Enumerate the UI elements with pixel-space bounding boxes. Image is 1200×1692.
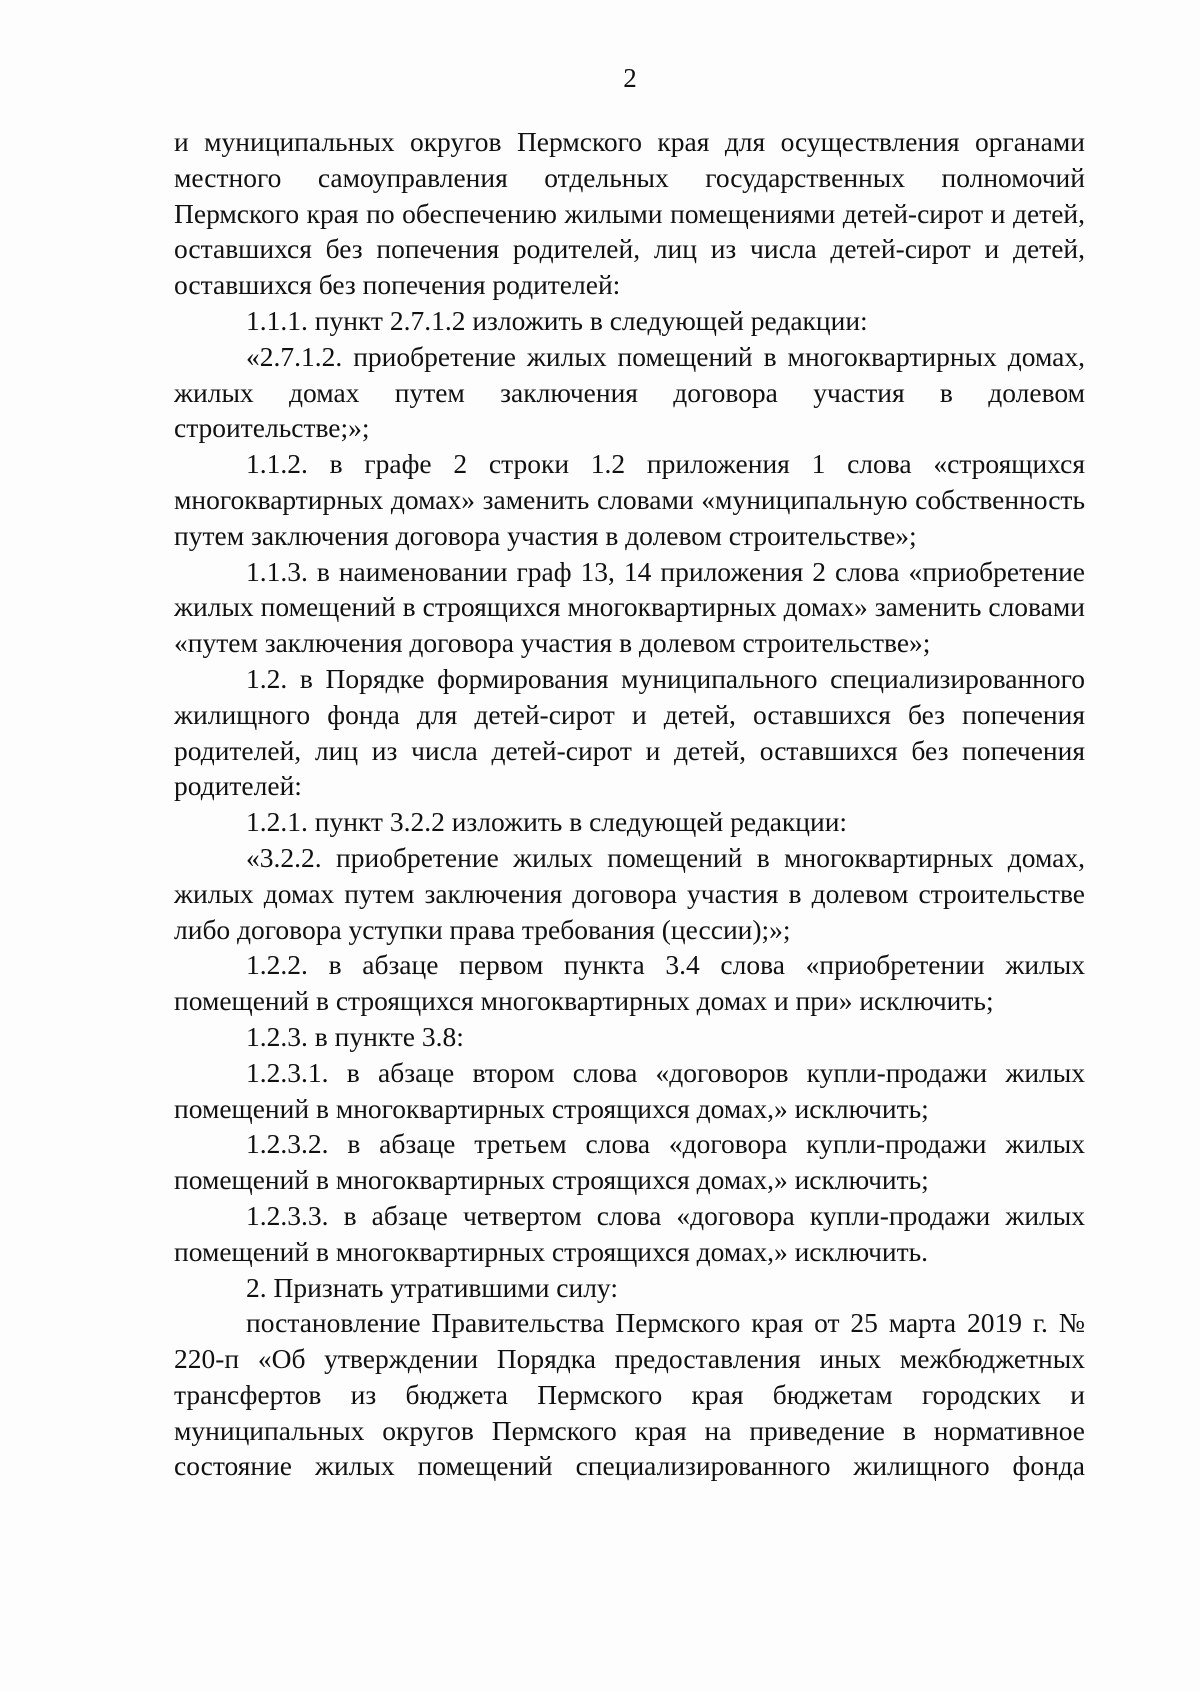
paragraph: 1.1.3. в наименовании граф 13, 14 приложения 2 слова «приобретение жилых помещений в строящихся многоквартирных домах» заменить словами «путем заключения договора участия в долевом строительстве»; <box>174 555 1085 659</box>
paragraph: 2. Признать утратившими силу: <box>246 1271 618 1303</box>
page-number: 2 <box>623 63 637 93</box>
paragraph: 1.2. в Порядке формирования муниципального специализированного жилищного фонда для детей-сирот и детей, оставшихся без попечения родителей, лиц из числа детей-сирот и детей, оставшихся без попечения родителей: <box>174 662 1085 802</box>
paragraph: 1.2.3. в пункте 3.8: <box>246 1020 464 1052</box>
paragraph: 1.2.3.1. в абзаце втором слова «договоров купли-продажи жилых помещений в многоквартирных строящихся домах,» исключить; <box>174 1056 1085 1124</box>
paragraph: «3.2.2. приобретение жилых помещений в многоквартирных домах, жилых домах путем заключения договора участия в долевом строительстве либо договора уступки права требования (цессии);»; <box>174 841 1085 945</box>
paragraph: 1.2.3.2. в абзаце третьем слова «договора купли-продажи жилых помещений в многоквартирных строящихся домах,» исключить; <box>174 1128 1085 1196</box>
paragraph: 1.2.1. пункт 3.2.2 изложить в следующей редакции: <box>246 806 848 838</box>
document-body <box>174 124 1085 1484</box>
paragraph: 1.2.3.3. в абзаце четвертом слова «договора купли-продажи жилых помещений в многоквартирных строящихся домах,» исключить. <box>174 1199 1085 1267</box>
paragraph: 1.2.2. в абзаце первом пункта 3.4 слова «приобретении жилых помещений в строящихся многоквартирных домах и при» исключить; <box>174 949 1085 1017</box>
paragraph: и муниципальных округов Пермского края для осуществления органами местного самоуправления отдельных государственных полномочий Пермского края по обеспечению жилыми помещениями детей-сирот и детей, оставшихся без попечения родителей, лиц из числа детей-сирот и детей, оставшихся без попечения родителей: <box>174 126 1085 301</box>
paragraph: «2.7.1.2. приобретение жилых помещений в многоквартирных домах, жилых домах путем заключения договора участия в долевом строительстве;»; <box>174 340 1085 444</box>
paragraph: 1.1.2. в графе 2 строки 1.2 приложения 1 слова «строящихся многоквартирных домах» заменить словами «муниципальную собственность путем заключения договора участия в долевом строительстве»; <box>174 448 1085 551</box>
paragraph: постановление Правительства Пермского края от 25 марта 2019 г. № 220-п «Об утверждении Порядка предоставления иных межбюджетных трансфертов из бюджета Пермского края бюджетам городских и муниципальных округов Пермского края на приведение в нормативное состояние жилых помещений специализированного жилищного фонда <box>174 1307 1085 1482</box>
paragraph: 1.1.1. пункт 2.7.1.2 изложить в следующей редакции: <box>246 304 868 336</box>
